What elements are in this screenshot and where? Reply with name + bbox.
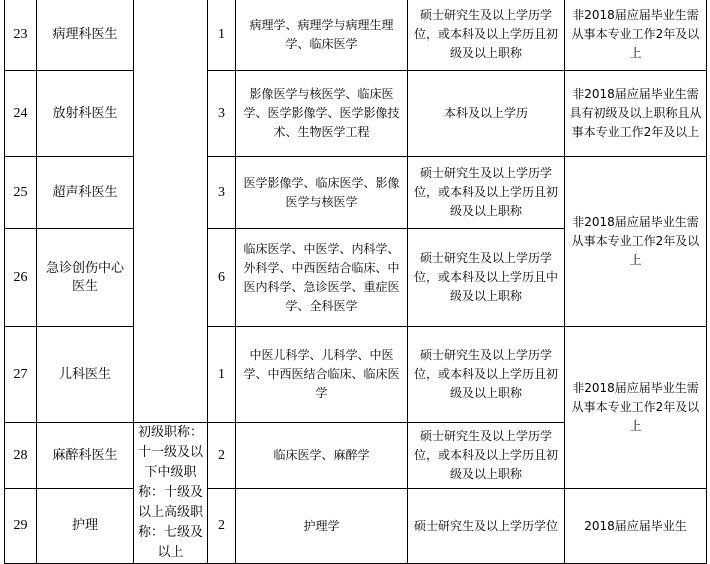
position-name: 病理科医生 <box>37 0 134 71</box>
major-requirement: 护理学 <box>236 489 408 564</box>
row-number: 23 <box>5 0 37 71</box>
position-name: 放射科医生 <box>37 71 134 157</box>
major-requirement: 中医儿科学、儿科学、中医学、中西医结合临床、临床医学 <box>236 327 408 423</box>
row-number: 25 <box>5 157 37 229</box>
headcount: 3 <box>208 157 236 229</box>
job-table <box>4 0 707 564</box>
other-requirement: 非2018届应届毕业生需从事本专业工作2年及以上 <box>565 157 707 327</box>
education-requirement: 本科及以上学历 <box>408 71 565 157</box>
table-row <box>5 71 707 157</box>
title-requirement: 初级职称：十一级及以下中级职称：十级及以上高级职称：七级及以上 <box>134 423 208 564</box>
major-requirement: 临床医学、中医学、内科学、外科学、中西医结合临床、中医内科学、急诊医学、重症医学、全科医学 <box>236 229 408 327</box>
table-row <box>5 327 707 423</box>
education-requirement: 硕士研究生及以上学历学位 <box>408 489 565 564</box>
headcount: 3 <box>208 71 236 157</box>
position-name: 护理 <box>37 489 134 564</box>
education-requirement: 硕士研究生及以上学历学位，或本科及以上学历且初级及以上职称 <box>408 327 565 423</box>
position-name: 超声科医生 <box>37 157 134 229</box>
row-number: 29 <box>5 489 37 564</box>
other-requirement: 非2018届应届毕业生需从事本专业工作2年及以上 <box>565 327 707 489</box>
table-row <box>5 0 707 71</box>
position-name: 麻醉科医生 <box>37 423 134 489</box>
education-requirement: 硕士研究生及以上学历学位，或本科及以上学历且初级及以上职称 <box>408 157 565 229</box>
row-number: 28 <box>5 423 37 489</box>
major-requirement: 影像医学与核医学、临床医学、医学影像学、医学影像技术、生物医学工程 <box>236 71 408 157</box>
major-requirement: 病理学、病理学与病理生理学、临床医学 <box>236 0 408 71</box>
row-number: 24 <box>5 71 37 157</box>
education-requirement: 硕士研究生及以上学历学位，或本科及以上学历且中级及以上职称 <box>408 229 565 327</box>
position-name: 急诊创伤中心医生 <box>37 229 134 327</box>
blank-cell <box>134 0 208 423</box>
headcount: 2 <box>208 423 236 489</box>
table-row <box>5 489 707 564</box>
headcount: 1 <box>208 0 236 71</box>
headcount: 2 <box>208 489 236 564</box>
other-requirement: 非2018届应届毕业生需从事本专业工作2年及以上 <box>565 0 707 71</box>
other-requirement: 非2018届应届毕业生需具有初级及以上职称且从事本专业工作2年及以上 <box>565 71 707 157</box>
major-requirement: 临床医学、麻醉学 <box>236 423 408 489</box>
major-requirement: 医学影像学、临床医学、影像医学与核医学 <box>236 157 408 229</box>
row-number: 26 <box>5 229 37 327</box>
headcount: 6 <box>208 229 236 327</box>
education-requirement: 硕士研究生及以上学历学位，或本科及以上学历且初级及以上职称 <box>408 0 565 71</box>
education-requirement: 硕士研究生及以上学历学位，或本科及以上学历且初级及以上职称 <box>408 423 565 489</box>
position-name: 儿科医生 <box>37 327 134 423</box>
other-requirement: 2018届应届毕业生 <box>565 489 707 564</box>
row-number: 27 <box>5 327 37 423</box>
table-row <box>5 157 707 229</box>
headcount: 1 <box>208 327 236 423</box>
